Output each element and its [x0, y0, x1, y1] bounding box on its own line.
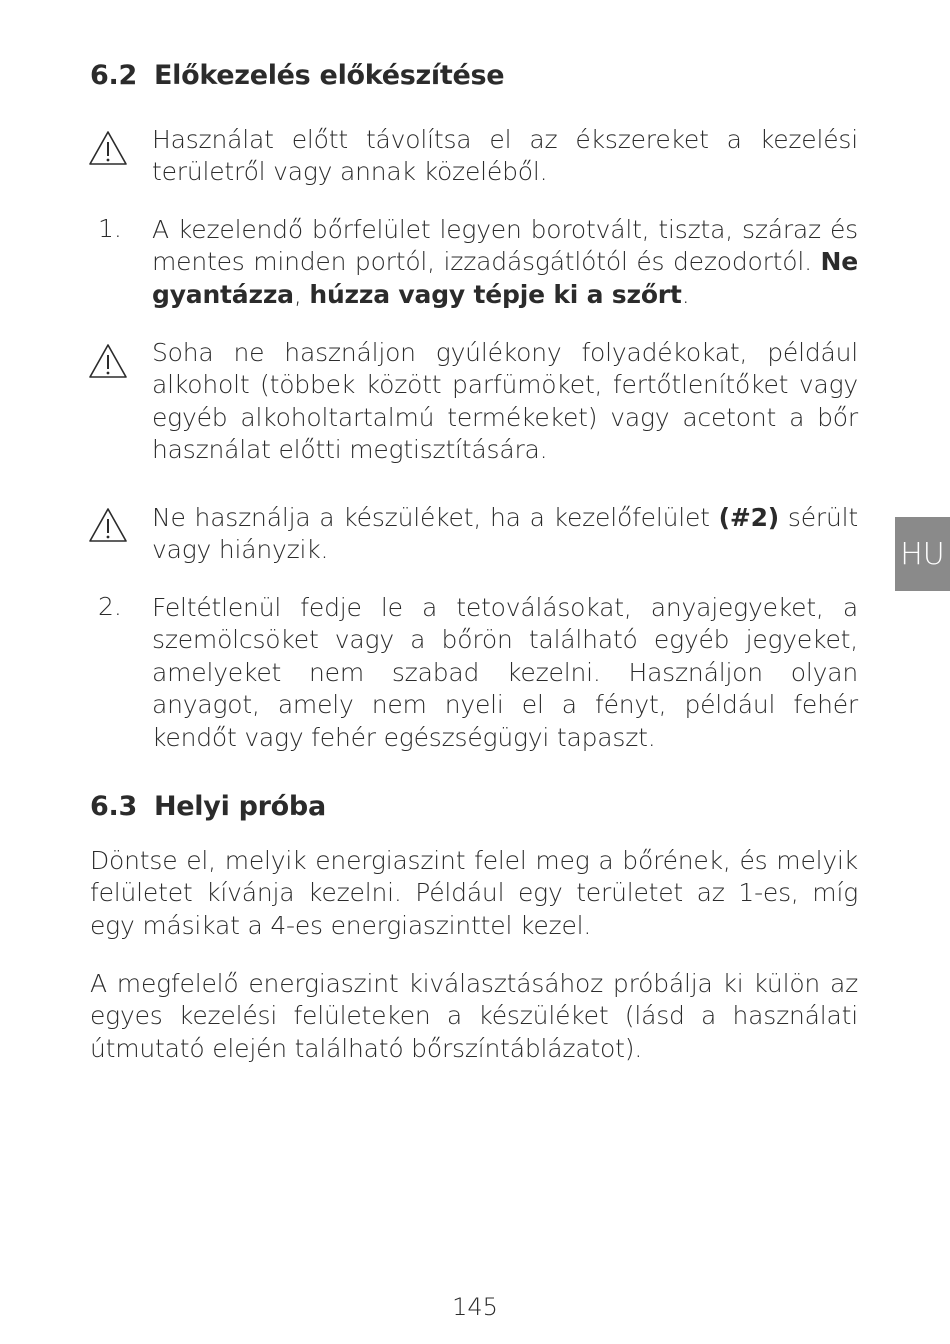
step-text-part: A kezelendő bőrfelület legyen borotvált, tiszta, száraz és mentes minden portól, izzadásgátlótól és dezodortól.	[152, 215, 858, 277]
warning-triangle-icon	[88, 343, 128, 379]
step-text	[152, 214, 858, 311]
warning-text: Soha ne használjon gyúlékony folyadékokat, például alkoholt (többek között parfümöket, fertőtlenítőket vagy egyéb alkoholtartalmú termékeket) vagy acetont a bőr használat előtti megtisztítására.	[152, 338, 858, 465]
step-text: Feltétlenül fedje le a tetoválásokat, anyajegyeket, a szemölcsöket vagy a bőrön található egyéb jegyeket, amelyeket nem szabad kezelni. Használjon olyan anyagot, amely nem nyeli el a fényt, például fehér kendőt vagy fehér egészségügyi tapaszt.	[152, 593, 858, 752]
section-number: 6.3	[90, 791, 137, 822]
warning-triangle-icon	[88, 130, 128, 166]
section-heading-6-3	[90, 791, 326, 822]
warning-text-part: Ne használja a készüléket, ha a kezelőfelület	[152, 503, 719, 532]
warning-text	[152, 502, 858, 567]
paragraph-text: A megfelelő energiaszint kiválasztásához próbálja ki külön az egyes kezelési felületeken a készüléket (lásd a használati útmutató elején található bőrszíntáblázatot).	[90, 969, 858, 1063]
warning-flammable	[152, 337, 858, 467]
step-bold-part: Ne gyantázza	[152, 247, 858, 309]
step-bold-part: húzza vagy tépje ki a szőrt	[309, 279, 682, 309]
section-number: 6.2	[90, 60, 137, 91]
section-title: Előkezelés előkészítése	[154, 60, 505, 91]
warning-triangle-icon	[88, 507, 128, 543]
step-number: 2.	[98, 592, 122, 621]
step-1	[152, 214, 858, 311]
warning-text-part: sérült vagy hiányzik.	[152, 503, 858, 565]
page-number: 145	[452, 1293, 498, 1321]
step-2	[152, 592, 858, 754]
paragraph-text: Döntse el, melyik energiaszint felel meg a bőrének, és melyik felületet kívánja kezelni. Például egy területet az 1-es, míg egy másikat a 4-es energiaszinttel kezel.	[90, 846, 858, 940]
warning-bold-part: (#2)	[718, 503, 780, 532]
warning-damaged-surface	[152, 502, 858, 567]
section-title: Helyi próba	[154, 791, 326, 822]
paragraph-energy-level	[90, 845, 858, 942]
step-number: 1.	[98, 214, 122, 243]
paragraph-test-patch	[90, 968, 858, 1065]
language-tab: HU	[895, 517, 950, 591]
section-heading-6-2	[90, 60, 504, 91]
warning-text: Használat előtt távolítsa el az ékszereket a kezelési területről vagy annak közeléből.	[152, 125, 858, 187]
warning-jewelry	[152, 124, 858, 189]
step-text-separator: ,	[293, 279, 310, 309]
step-text-end: .	[681, 279, 690, 309]
